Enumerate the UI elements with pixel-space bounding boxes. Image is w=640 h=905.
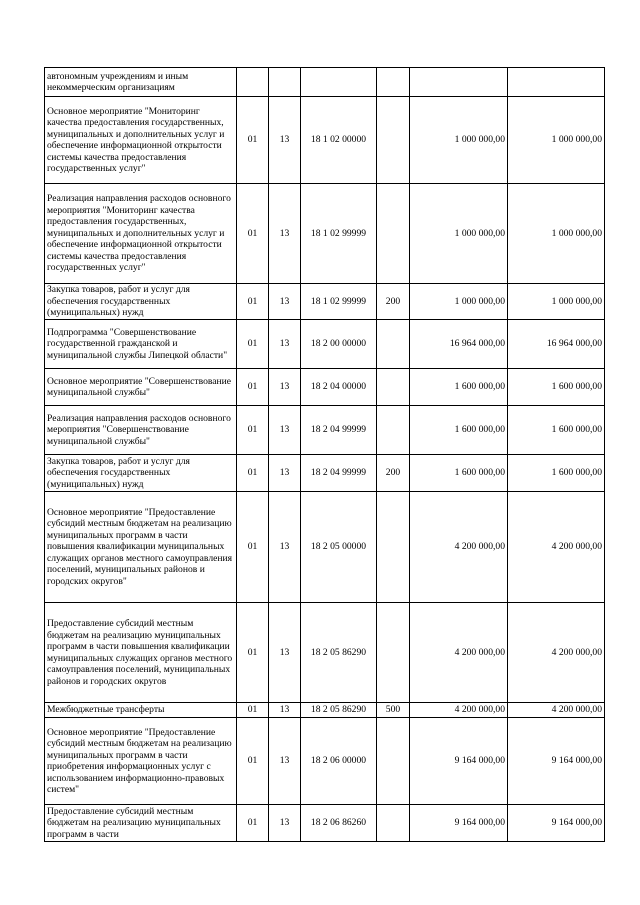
cell-target-article: 18 1 02 00000 [301, 97, 377, 184]
cell-amount: 9 164 000,00 [410, 718, 508, 805]
cell-section: 13 [269, 97, 301, 184]
cell-amount: 1 600 000,00 [410, 455, 508, 492]
cell-target-article: 18 2 04 99999 [301, 455, 377, 492]
cell-amount: 4 200 000,00 [410, 703, 508, 718]
cell-expense-kind [377, 68, 410, 97]
cell-amount: 1 600 000,00 [508, 406, 605, 455]
table-row [45, 805, 605, 842]
cell-section: 13 [269, 320, 301, 369]
cell-name: Основное мероприятие "Совершенствование муниципальной службы" [45, 369, 237, 406]
cell-target-article: 18 2 06 86260 [301, 805, 377, 842]
cell-target-article: 18 1 02 99999 [301, 184, 377, 284]
table-row [45, 320, 605, 369]
cell-expense-kind [377, 406, 410, 455]
cell-ministry: 01 [237, 603, 269, 703]
cell-target-article: 18 2 05 00000 [301, 492, 377, 603]
cell-amount: 9 164 000,00 [508, 718, 605, 805]
cell-ministry: 01 [237, 703, 269, 718]
cell-amount: 1 000 000,00 [508, 184, 605, 284]
cell-target-article: 18 2 00 00000 [301, 320, 377, 369]
cell-target-article: 18 2 05 86290 [301, 603, 377, 703]
cell-section: 13 [269, 369, 301, 406]
cell-section: 13 [269, 603, 301, 703]
cell-ministry: 01 [237, 455, 269, 492]
cell-amount: 1 600 000,00 [508, 455, 605, 492]
cell-amount: 4 200 000,00 [410, 603, 508, 703]
cell-amount: 9 164 000,00 [508, 805, 605, 842]
cell-target-article: 18 2 04 00000 [301, 369, 377, 406]
cell-ministry: 01 [237, 97, 269, 184]
table-row [45, 369, 605, 406]
cell-section: 13 [269, 703, 301, 718]
cell-ministry: 01 [237, 320, 269, 369]
cell-ministry: 01 [237, 805, 269, 842]
cell-name: Основное мероприятие "Предоставление субсидий местным бюджетам на реализацию муниципальных программ в части повышения квалификации муниципальных служащих органов местного самоуправления поселений, муниципальных районов и городских округов" [45, 492, 237, 603]
cell-amount: 1 000 000,00 [410, 284, 508, 320]
cell-name: Предоставление субсидий местным бюджетам на реализацию муниципальных программ в части повышения квалификации муниципальных служащих органов местного самоуправления поселений, муниципальных районов и городских округов [45, 603, 237, 703]
cell-expense-kind: 200 [377, 284, 410, 320]
cell-section: 13 [269, 284, 301, 320]
cell-section: 13 [269, 455, 301, 492]
cell-amount: 4 200 000,00 [508, 703, 605, 718]
cell-section: 13 [269, 184, 301, 284]
cell-amount: 16 964 000,00 [508, 320, 605, 369]
cell-expense-kind [377, 718, 410, 805]
cell-name: Подпрограмма "Совершенствование государственной гражданской и муниципальной службы Липецкой области" [45, 320, 237, 369]
cell-target-article: 18 2 06 00000 [301, 718, 377, 805]
cell-amount [410, 68, 508, 97]
table-row [45, 492, 605, 603]
budget-table [44, 67, 605, 842]
cell-name: Реализация направления расходов основного мероприятия "Мониторинг качества предоставления государственных, муниципальных и дополнительных услуг и обеспечение информационной открытости системы качества предоставления государственных услуг" [45, 184, 237, 284]
cell-section: 13 [269, 805, 301, 842]
cell-expense-kind [377, 492, 410, 603]
cell-amount: 1 600 000,00 [410, 406, 508, 455]
cell-expense-kind [377, 369, 410, 406]
cell-name: Закупка товаров, работ и услуг для обеспечения государственных (муниципальных) нужд [45, 284, 237, 320]
cell-ministry: 01 [237, 406, 269, 455]
table-row [45, 406, 605, 455]
cell-ministry: 01 [237, 184, 269, 284]
table-row [45, 284, 605, 320]
cell-name: Закупка товаров, работ и услуг для обеспечения государственных (муниципальных) нужд [45, 455, 237, 492]
table-row [45, 68, 605, 97]
cell-name: Межбюджетные трансферты [45, 703, 237, 718]
cell-target-article: 18 1 02 99999 [301, 284, 377, 320]
cell-amount: 1 600 000,00 [410, 369, 508, 406]
cell-amount: 1 000 000,00 [410, 184, 508, 284]
cell-expense-kind [377, 320, 410, 369]
cell-amount: 1 000 000,00 [508, 97, 605, 184]
table-row [45, 718, 605, 805]
cell-target-article: 18 2 04 99999 [301, 406, 377, 455]
cell-target-article [301, 68, 377, 97]
table-row [45, 703, 605, 718]
cell-amount: 16 964 000,00 [410, 320, 508, 369]
table-row [45, 97, 605, 184]
cell-section [269, 68, 301, 97]
cell-name: Основное мероприятие "Предоставление субсидий местным бюджетам на реализацию муниципальных программ в части приобретения информационных услуг с использованием информационно-правовых систем" [45, 718, 237, 805]
cell-ministry: 01 [237, 492, 269, 603]
cell-expense-kind [377, 805, 410, 842]
cell-ministry [237, 68, 269, 97]
cell-section: 13 [269, 492, 301, 603]
cell-expense-kind [377, 184, 410, 284]
cell-ministry: 01 [237, 369, 269, 406]
table-row [45, 455, 605, 492]
cell-expense-kind: 200 [377, 455, 410, 492]
cell-amount: 4 200 000,00 [508, 603, 605, 703]
cell-amount: 9 164 000,00 [410, 805, 508, 842]
cell-amount [508, 68, 605, 97]
cell-section: 13 [269, 406, 301, 455]
table-row [45, 184, 605, 284]
cell-amount: 4 200 000,00 [508, 492, 605, 603]
cell-expense-kind: 500 [377, 703, 410, 718]
cell-target-article: 18 2 05 86290 [301, 703, 377, 718]
cell-amount: 4 200 000,00 [410, 492, 508, 603]
table-row [45, 603, 605, 703]
cell-name: Предоставление субсидий местным бюджетам на реализацию муниципальных программ в части [45, 805, 237, 842]
cell-section: 13 [269, 718, 301, 805]
cell-name: Реализация направления расходов основного мероприятия "Совершенствование муниципальной службы" [45, 406, 237, 455]
cell-ministry: 01 [237, 284, 269, 320]
cell-amount: 1 000 000,00 [508, 284, 605, 320]
cell-name: Основное мероприятие "Мониторинг качества предоставления государственных, муниципальных и дополнительных услуг и обеспечение информационной открытости системы качества предоставления государственных услуг" [45, 97, 237, 184]
table-body [45, 68, 605, 842]
cell-amount: 1 000 000,00 [410, 97, 508, 184]
cell-expense-kind [377, 97, 410, 184]
cell-ministry: 01 [237, 718, 269, 805]
cell-amount: 1 600 000,00 [508, 369, 605, 406]
cell-expense-kind [377, 603, 410, 703]
cell-name: автономным учреждениям и иным некоммерческим организациям [45, 68, 237, 97]
